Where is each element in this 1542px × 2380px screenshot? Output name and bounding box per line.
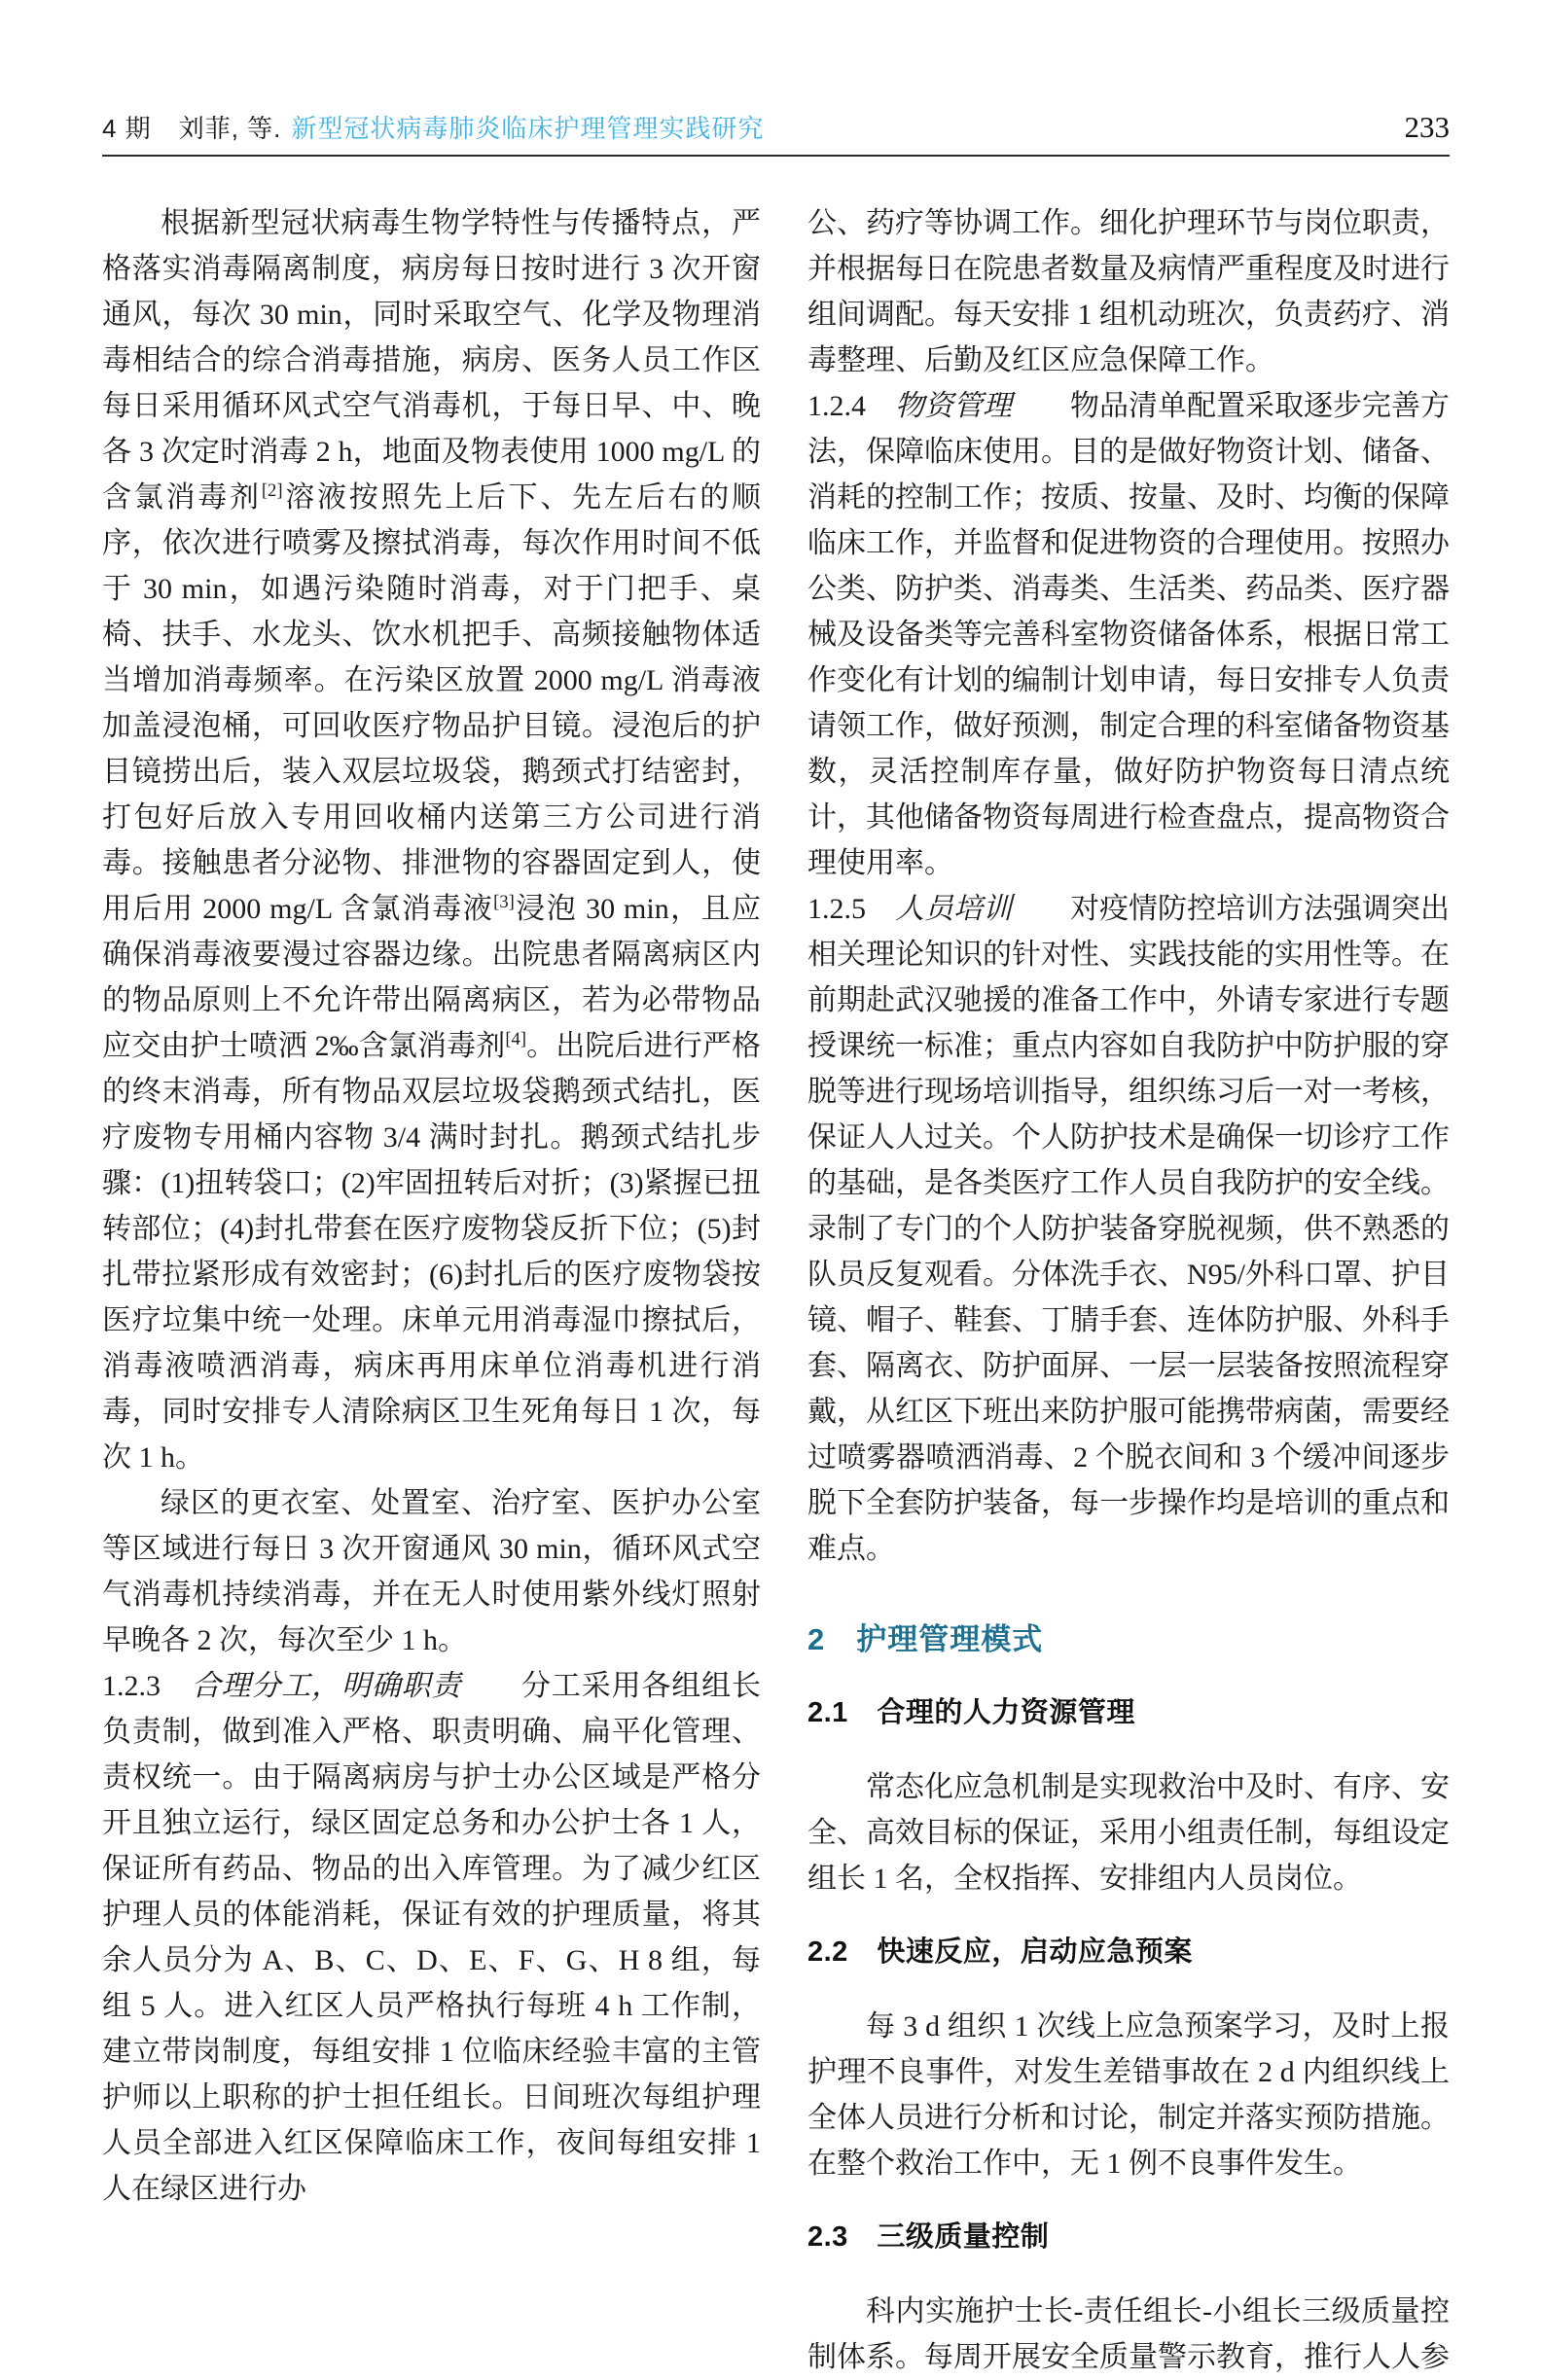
reference-superscript: [3] (493, 892, 515, 912)
body-paragraph (807, 2289, 1450, 2380)
page-number: 233 (1404, 110, 1450, 144)
run-in-heading: 人员培训 (895, 893, 1012, 925)
body-paragraph (807, 886, 1450, 1572)
text-segment: 对疫情防控培训方法强调突出相关理论知识的针对性、实践技能的实用性等。在前期赴武汉驰援的准备工作中，外请专家进行专题授课统一标准；重点内容如自我防护中防护服的穿脱等进行现场培训指导，组织练习后一对一考核，保证人人过关。个人防护技术是确保一切诊疗工作的基础，是各类医疗工作人员自我防护的安全线。录制了专门的个人防护装备穿脱视频，供不熟悉的队员反复观看。分体洗手衣、N95/外科口罩、护目镜、帽子、鞋套、丁腈手套、连体防护服、外科手套、隔离衣、防护面屏、一层一层装备按照流程穿戴，从红区下班出来防护服可能携带病菌，需要经过喷雾器喷洒消毒、2 个脱衣间和 3 个缓冲间逐步脱下全套防护装备，每一步操作均是培训的重点和难点。 (807, 893, 1450, 1565)
subsection-heading: 2.2 快速反应，启动应急预案 (807, 1936, 1193, 1968)
text-segment: 每 3 d 组织 1 次线上应急预案学习，及时上报护理不良事件，对发生差错事故在 2 d 内组织线上全体人员进行分析和讨论，制定并落实预防措施。在整个救治工作中，无 1 例不良事件发生。 (807, 2010, 1450, 2180)
body-paragraph (807, 1764, 1450, 1901)
run-in-heading: 合理分工，明确职责 (191, 1670, 462, 1702)
section-heading: 2 护理管理模式 (807, 1622, 1044, 1656)
text-segment: 物品清单配置采取逐步完善方法，保障临床使用。目的是做好物资计划、储备、消耗的控制工作；按质、按量、及时、均衡的保障临床工作，并监督和促进物资的合理使用。按照办公类、防护类、消毒类、生活类、药品类、医疗器械及设备类等完善科室物资储备体系，根据日常工作变化有计划的编制计划申请，每日安排专人负责请领工作，做好预测，制定合理的科室储备物资基数，灵活控制库存量，做好防护物资每日清点统计，其他储备物资每周进行检查盘点，提高物资合理使用率。 (807, 390, 1450, 879)
article-body (102, 200, 1450, 2380)
text-segment: 1.2.3 (102, 1670, 192, 1702)
text-segment: 科内实施护士长-责任组长-小组长三级质量控制体系。每周开展安全质量警示教育，推行人人参 (807, 2295, 1450, 2373)
text-segment: 1.2.5 (807, 893, 895, 925)
header-authors: 刘菲, 等. (178, 114, 282, 143)
text-segment: 公、药疗等协调工作。细化护理环节与岗位职责，并根据每日在院患者数量及病情严重程度及时进行组间调配。每天安排 1 组机动班次，负责药疗、消毒整理、后勤及红区应急保障工作。 (807, 207, 1450, 376)
body-paragraph (102, 200, 761, 1480)
text-segment: 1.2.4 (807, 390, 895, 422)
text-segment: 常态化应急机制是实现救治中及时、有序、安全、高效目标的保证，采用小组责任制，每组设定组长 1 名，全权指挥、安排组内人员岗位。 (807, 1771, 1450, 1895)
text-segment: 。出院后进行严格的终末消毒，所有物品双层垃圾袋鹅颈式结扎，医疗废物专用桶内容物 3/4 满时封扎。鹅颈式结扎步骤：(1)扭转袋口；(2)牢固扭转后对折；(3)紧握已扭转部位；(4)封扎带套在医疗废物袋反折下位；(5)封扎带拉紧形成有效密封；(6)封扎后的医疗废物袋按医疗垃集中统一处理。床单元用消毒湿巾擦拭后，消毒液喷洒消毒，病床再用床单位消毒机进行消毒，同时安排专人清除病区卫生死角每日 1 次，每次 1 h。 (102, 1030, 762, 1474)
body-paragraph (807, 2004, 1450, 2186)
journal-issue: 4 期 (102, 114, 152, 143)
column-left (102, 200, 761, 2380)
header-left (102, 109, 764, 145)
reference-superscript: [2] (261, 480, 283, 501)
header-article-title: 新型冠状病毒肺炎临床护理管理实践研究 (291, 114, 765, 143)
run-in-heading: 物资管理 (895, 390, 1012, 422)
column-right (807, 200, 1450, 2380)
page-header (102, 109, 1450, 145)
body-paragraph (807, 383, 1450, 886)
body-paragraph (102, 1480, 761, 1663)
subsection-heading: 2.1 合理的人力资源管理 (807, 1697, 1135, 1728)
text-segment: 分工采用各组组长负责制，做到准入严格、职责明确、扁平化管理、责权统一。由于隔离病房与护士办公区域是严格分开且独立运行，绿区固定总务和办公护士各 1 人，保证所有药品、物品的出入库管理。为了减少红区护理人员的体能消耗，保证有效的护理质量，将其余人员分为 A、B、C、D、E、F、G、H 8 组，每组 5 人。进入红区人员严格执行每班 4 h 工作制，建立带岗制度，每组安排 1 位临床经验丰富的主管护师以上职称的护士担任组长。日间班次每组护理人员全部进入红区保障临床工作，夜间每组安排 1 人在绿区进行办 (102, 1670, 762, 2205)
text-segment: 绿区的更衣室、处置室、治疗室、医护办公室等区域进行每日 3 次开窗通风 30 min，循环风式空气消毒机持续消毒，并在无人时使用紫外线灯照射早晚各 2 次，每次至少 1 h。 (102, 1487, 761, 1656)
header-rule (102, 155, 1450, 157)
body-paragraph (807, 200, 1450, 383)
body-paragraph (102, 1663, 761, 2212)
reference-superscript: [4] (505, 1029, 527, 1049)
text-segment: 根据新型冠状病毒生物学特性与传播特点，严格落实消毒隔离制度，病房每日按时进行 3 次开窗通风，每次 30 min，同时采取空气、化学及物理消毒相结合的综合消毒措施，病房、医务人员工作区每日采用循环风式空气消毒机，于每日早、中、晚各 3 次定时消毒 2 h，地面及物表使用 1000 mg/L 的含氯消毒剂 (102, 207, 761, 514)
text-segment: 浸泡 30 min，且应确保消毒液要漫过容器边缘。出院患者隔离病区内的物品原则上不允许带出隔离病区，若为必带物品应交由护士喷洒 2‰含氯消毒剂 (102, 893, 762, 1062)
text-segment: 溶液按照先上后下、先左后右的顺序，依次进行喷雾及擦拭消毒，每次作用时间不低于 30 min，如遇污染随时消毒，对于门把手、桌椅、扶手、水龙头、饮水机把手、高频接触物体适当增加消毒频率。在污染区放置 2000 mg/L 消毒液加盖浸泡桶，可回收医疗物品护目镜。浸泡后的护目镜捞出后，装入双层垃圾袋，鹅颈式打结密封，打包好后放入专用回收桶内送第三方公司进行消毒。接触患者分泌物、排泄物的容器固定到人，使用后用 2000 mg/L 含氯消毒液 (102, 481, 761, 925)
subsection-heading: 2.3 三级质量控制 (807, 2221, 1050, 2253)
